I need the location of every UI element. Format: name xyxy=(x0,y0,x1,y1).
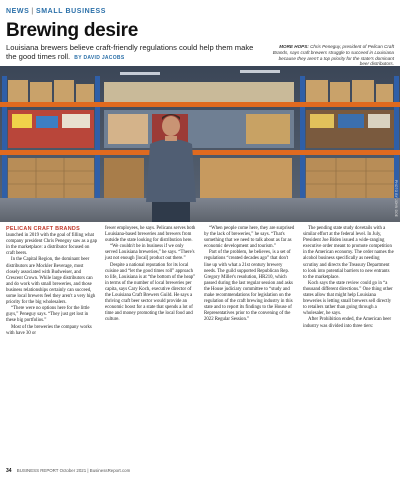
paragraph: “We couldn't be in business if we only served Louisiana breweries,” he says. “There's just not enough [local] product out there.” xyxy=(105,244,195,262)
paragraph: Most of the breweries the company works with have 30 or xyxy=(6,324,92,336)
paragraph: “When people come here, they are surprised by the lack of breweries,” he says. “That's something that we need to talk about as far as economic development and tourism.” xyxy=(204,226,295,250)
body-column-2 xyxy=(105,226,196,466)
page-number: 34 xyxy=(6,468,12,474)
byline: BY DAVID JACOBS xyxy=(74,55,125,62)
section-subhead: PELICAN CRAFT BRANDS xyxy=(6,226,80,232)
paragraph: After Prohibition ended, the American beer industry was divided into three tiers: xyxy=(303,317,392,329)
photo-credit: PHOTO BY JOHN DOE xyxy=(394,180,398,218)
caption-lead: MORE HOPS: xyxy=(279,44,309,49)
paragraph: In the Capital Region, the dominant beer distributors are Mockler Beverage, most closely associated with Budweiser, and Crescent Crown. While large distributors can and do work with small breweries, and those business relationships certainly can succeed, some local brewers feel they aren't a very high priority for the big wholesalers. xyxy=(6,257,96,306)
article-headline: Brewing desire xyxy=(6,20,139,41)
section-kicker xyxy=(6,8,106,15)
page-footer xyxy=(6,468,130,474)
kicker-section: NEWS xyxy=(6,8,30,15)
footer-text: BUSINESS REPORT October 2021 | BusinessReport.com xyxy=(16,468,131,473)
paragraph: Despite a national reputation for its local cuisine and “let the good times roll” approach to life, Louisiana is at “the bottom of the heap” in terms of the number of local breweries per capita, says Cary Koch, executive director of the Louisiana Craft Brewers Guild. He says a thriving craft beer sector would provide an economic boost for a state that spends a lot of time and money promoting the local food and culture. xyxy=(105,262,196,323)
body-column-4 xyxy=(303,226,394,466)
paragraph: Part of the problem, he believes, is a set of regulations “created decades ago” that don't line up with what a 21st century brewery needs. The guild supported Republican Rep. Gregory Miller's resolution, HR210, which passed during the last regular session and asks the House judiciary committee to “study and make recommendations for legislation on the regulation of the craft brewing industry in this state and to report its findings to the House of Representatives prior to the convening of the 2022 Regular Session.” xyxy=(204,250,293,323)
body-column-1 xyxy=(6,226,97,466)
paragraph: Koch says the state review could go in “a thousand different directions.” One thing other states allow that might help Louisiana breweries is letting small brewers sell directly to retailers rather than going through a wholesaler, he says. xyxy=(303,280,393,317)
article-dek xyxy=(6,43,256,63)
paragraph: The pending state study dovetails with a similar effort at the federal level. In July, President Joe Biden issued a wide-ranging executive order meant to promote competition in the American economy. The order names the alcohol business specifically as needing scrutiny and directs the Treasury Department to look into potential barriers to new entrants to the marketplace. xyxy=(303,226,394,280)
paragraph: launched in 2019 with the goal of filling what company president Chris Peneguy saw as a gap in the marketplace: a distributor focused on craft beers. xyxy=(6,233,97,257)
caption-text: Chris Peneguy, president of Pelican Craft Brands, says craft brewers struggle to succeed in Louisiana because they aren't a top priority for the state's dominant beer distributors. xyxy=(272,44,394,67)
paragraph: “There were no options here for the little guys,” Peneguy says. “They just get lost in these big portfolios.” xyxy=(6,306,90,324)
body-column-3 xyxy=(204,226,295,466)
photo-caption xyxy=(272,44,394,67)
paragraph: fewer employees, he says. Pelicans serves both Louisiana-based breweries and brewers from outside the state looking for distribution here. xyxy=(105,226,196,244)
warehouse-photo-illustration xyxy=(0,66,400,222)
article-photo xyxy=(0,66,400,222)
kicker-separator: | xyxy=(31,8,34,15)
kicker-subsection: SMALL BUSINESS xyxy=(35,8,107,15)
article-body xyxy=(6,226,394,466)
dek-text: Louisiana brewers believe craft-friendly regulations could help them make the good times roll. xyxy=(6,43,254,62)
